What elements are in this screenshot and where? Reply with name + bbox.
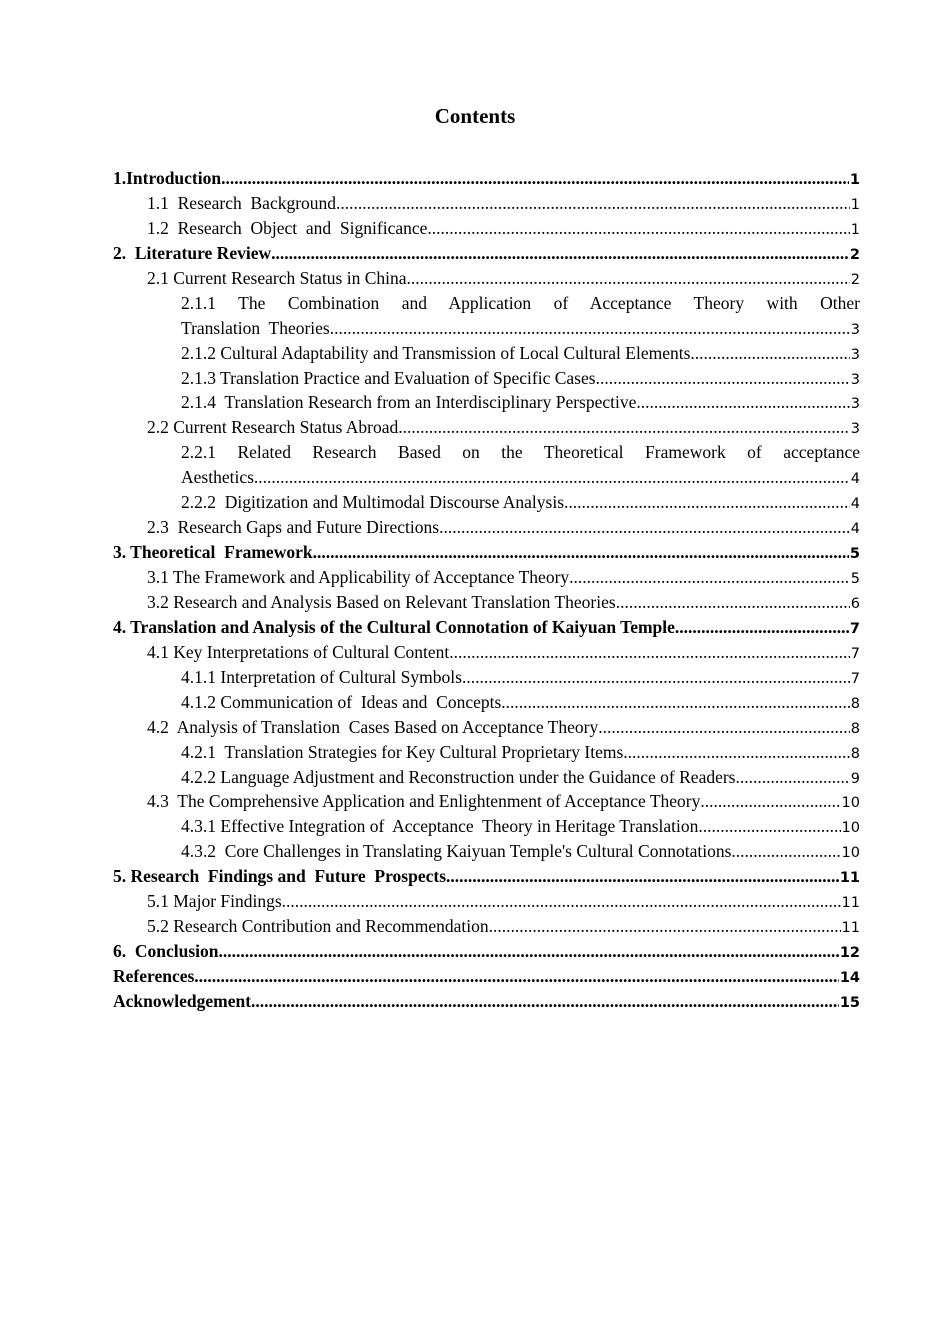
toc-page-number: 1 — [850, 196, 860, 213]
toc-entry-label-line1: 2.1.1 The Combination and Application of Acceptance Theory with Other — [181, 292, 860, 313]
dot-leader — [427, 216, 849, 241]
dot-leader — [398, 415, 850, 440]
toc-section-entry[interactable] — [113, 690, 860, 715]
toc-page-number: 7 — [850, 645, 860, 662]
toc-page-number: 7 — [849, 620, 860, 637]
toc-section-entry[interactable] — [113, 415, 860, 440]
toc-entry[interactable] — [113, 291, 860, 341]
toc-page-number: 2 — [850, 271, 860, 288]
toc-chapter-entry[interactable] — [113, 864, 860, 889]
toc-chapter-entry[interactable] — [113, 241, 860, 266]
dot-leader — [698, 814, 840, 839]
toc-section-entry[interactable] — [113, 565, 860, 590]
toc-section-entry[interactable] — [113, 266, 860, 291]
toc-entry-label-line1: 2.2.1 Related Research Based on the Theoretical Framework of acceptance — [181, 442, 860, 463]
toc-page-number: 12 — [839, 945, 860, 962]
toc-section-entry[interactable] — [113, 341, 860, 366]
toc-entry-label-line2: Translation Theories — [181, 317, 330, 338]
toc-page-number: 11 — [839, 870, 860, 887]
dot-leader — [221, 166, 849, 191]
toc-page-number: 3 — [850, 371, 860, 388]
toc-entry-label: Acknowledgement — [113, 990, 252, 1011]
toc-section-entry[interactable] — [113, 914, 860, 939]
toc-page-number: 9 — [850, 770, 860, 787]
toc-chapter-entry[interactable] — [113, 964, 860, 989]
toc-section-entry[interactable] — [113, 640, 860, 665]
dot-leader — [623, 740, 849, 765]
dot-leader — [330, 316, 850, 341]
dot-leader — [569, 565, 850, 590]
toc-entry-line2 — [181, 316, 860, 341]
dot-leader — [194, 964, 839, 989]
toc-section-entry[interactable] — [113, 665, 860, 690]
toc-entry-label: 4.2.2 Language Adjustment and Reconstruction under the Guidance of Readers — [181, 766, 736, 787]
dot-leader — [489, 914, 841, 939]
toc-entry-label: 3.1 The Framework and Applicability of Acceptance Theory — [147, 567, 570, 587]
toc-entry-label: 4. Translation and Analysis of the Cultural Connotation of Kaiyuan Temple — [113, 616, 675, 637]
dot-leader — [616, 590, 850, 615]
dot-leader — [449, 640, 849, 665]
toc-section-entry[interactable] — [113, 515, 860, 540]
toc-section-entry[interactable] — [113, 814, 860, 839]
toc-page-number: 8 — [850, 720, 860, 737]
dot-leader — [596, 366, 850, 391]
toc-entry-label: 5.2 Research Contribution and Recommendation — [147, 916, 489, 937]
dot-leader — [501, 690, 849, 715]
toc-chapter-entry[interactable] — [113, 166, 860, 191]
toc-section-entry[interactable] — [113, 789, 860, 814]
dot-leader — [336, 191, 850, 216]
dot-leader — [598, 715, 850, 740]
toc-section-entry[interactable] — [113, 889, 860, 914]
toc-page-number: 10 — [841, 795, 860, 812]
toc-entry-label: 3. Theoretical Framework — [113, 542, 313, 563]
toc-page-number: 1 — [849, 172, 860, 188]
toc-entry-label: 3.2 Research and Analysis Based on Relevant Translation Theories — [147, 591, 616, 612]
dot-leader — [282, 889, 841, 914]
dot-leader — [690, 341, 849, 366]
dot-leader — [439, 515, 850, 540]
toc-entry-label: 1.1 Research Background — [147, 192, 337, 213]
toc-entry-label: 2.2 Current Research Status Abroad — [147, 417, 399, 438]
toc-page-number: 5 — [849, 546, 860, 563]
toc-entry-label: References — [113, 966, 195, 986]
toc-page-number: 3 — [850, 321, 860, 338]
toc-page-number: 14 — [839, 970, 860, 986]
toc-entry-label: 4.1 Key Interpretations of Cultural Content — [147, 641, 450, 662]
toc-entry-label: 5. Research Findings and Future Prospects — [113, 866, 447, 887]
toc-section-entry[interactable] — [113, 191, 860, 216]
toc-entry-label: 4.2 Analysis of Translation Cases Based on Acceptance Theory — [147, 716, 599, 737]
toc-page-number: 2 — [849, 246, 860, 263]
toc-section-entry[interactable] — [113, 740, 860, 765]
toc-entry-label: 2.1.3 Translation Practice and Evaluation of Specific Cases — [181, 367, 596, 388]
toc-page-number: 11 — [841, 920, 860, 937]
toc-page-number: 6 — [850, 595, 860, 612]
toc-section-entry[interactable] — [113, 765, 860, 790]
dot-leader — [636, 390, 849, 415]
toc-entry-label: 4.3 The Comprehensive Application and Enlightenment of Acceptance Theory — [147, 791, 701, 812]
toc-entry-label: 1.Introduction — [113, 168, 222, 188]
toc-page-number: 7 — [850, 670, 860, 687]
toc-section-entry[interactable] — [113, 390, 860, 415]
toc-page-number: 10 — [841, 845, 860, 862]
toc-chapter-entry[interactable] — [113, 615, 860, 640]
toc-entry-label: 2.1.4 Translation Research from an Interdisciplinary Perspective — [181, 392, 637, 413]
toc-section-entry[interactable] — [113, 216, 860, 241]
toc-entry[interactable] — [113, 440, 860, 490]
dot-leader — [731, 839, 840, 864]
dot-leader — [462, 665, 850, 690]
dot-leader — [675, 615, 849, 640]
dot-leader — [219, 939, 839, 964]
toc-chapter-entry[interactable] — [113, 939, 860, 964]
dot-leader — [251, 989, 839, 1014]
dot-leader — [407, 266, 850, 291]
toc-page-number: 1 — [850, 221, 860, 238]
toc-page-number: 10 — [841, 820, 860, 837]
toc-chapter-entry[interactable] — [113, 989, 860, 1014]
toc-entry-label: 2.1.2 Cultural Adaptability and Transmission of Local Cultural Elements — [181, 342, 691, 363]
toc-page-number: 4 — [850, 521, 860, 538]
page-title: Contents — [434, 104, 516, 128]
toc-page-number: 8 — [850, 695, 860, 712]
dot-leader — [446, 864, 839, 889]
toc-entry-label: 4.1.1 Interpretation of Cultural Symbols — [181, 666, 462, 687]
dot-leader — [700, 789, 840, 814]
toc-page-number: 3 — [850, 396, 860, 413]
toc-entry-label: 2.2.2 Digitization and Multimodal Discourse Analysis — [181, 492, 565, 513]
toc-page-number: 5 — [850, 571, 860, 587]
toc-page-number: 3 — [850, 346, 860, 363]
toc-entry-label-line2: Aesthetics — [181, 467, 254, 488]
toc-page-number: 8 — [850, 745, 860, 762]
table-of-contents — [113, 166, 860, 1014]
toc-entry-label: 4.2.1 Translation Strategies for Key Cultural Proprietary Items — [181, 741, 624, 762]
dot-leader — [736, 765, 850, 790]
dot-leader — [564, 490, 850, 515]
toc-entry-label: 1.2 Research Object and Significance — [147, 217, 428, 238]
toc-entry-label: 4.1.2 Communication of Ideas and Concepts — [181, 691, 502, 712]
toc-chapter-entry[interactable] — [113, 540, 860, 565]
toc-entry-label: 5.1 Major Findings — [147, 891, 282, 912]
toc-entry-label: 2.1 Current Research Status in China — [147, 267, 407, 288]
toc-entry-label: 2. Literature Review — [113, 242, 272, 263]
toc-section-entry[interactable] — [113, 366, 860, 391]
toc-page-number: 3 — [850, 421, 860, 438]
toc-entry-label: 4.3.1 Effective Integration of Acceptance Theory in Heritage Translation — [181, 816, 699, 837]
toc-section-entry[interactable] — [113, 590, 860, 615]
dot-leader — [271, 241, 849, 266]
toc-entry-label: 4.3.2 Core Challenges in Translating Kaiyuan Temple's Cultural Connotations — [181, 841, 732, 862]
toc-section-entry[interactable] — [113, 715, 860, 740]
toc-entry-label: 6. Conclusion — [113, 941, 219, 962]
toc-page-number: 15 — [839, 994, 860, 1011]
toc-page-number: 4 — [850, 471, 860, 488]
dot-leader — [254, 465, 850, 490]
toc-page-number: 11 — [841, 895, 860, 912]
toc-section-entry[interactable] — [113, 490, 860, 515]
toc-entry-line2 — [181, 465, 860, 490]
toc-page-number: 4 — [850, 496, 860, 513]
toc-section-entry[interactable] — [113, 839, 860, 864]
toc-entry-label: 2.3 Research Gaps and Future Directions — [147, 517, 440, 538]
dot-leader — [313, 540, 849, 565]
